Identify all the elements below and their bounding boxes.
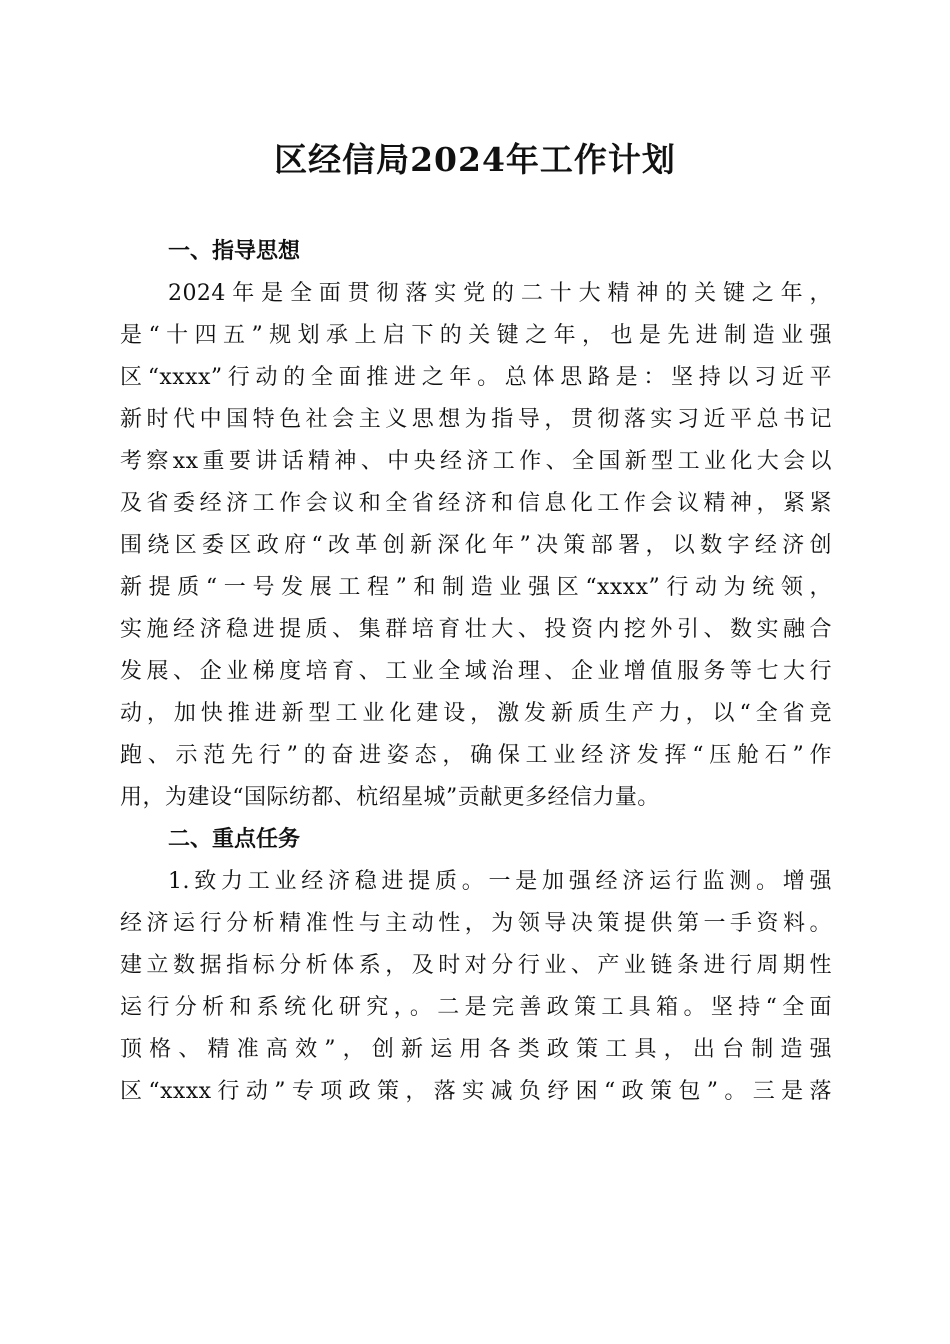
text-line: 实施经济稳进提质、集群培育壮大、投资内挖外引、数实融合 — [120, 617, 832, 642]
text-line: 考察xx重要讲话精神、中央经济工作、全国新型工业化大会以 — [120, 449, 832, 474]
text-line: 运行分析和系统化研究，。二是完善政策工具箱。坚持“全面 — [120, 995, 832, 1020]
text-line: 及省委经济工作会议和全省经济和信息化工作会议精神，紧紧 — [120, 491, 832, 516]
text-line: 区“xxxx行动”专项政策，落实减负纾困“政策包”。三是落 — [120, 1079, 832, 1104]
text-line: 围绕区委区政府“改革创新深化年”决策部署，以数字经济创 — [120, 533, 832, 558]
text-line: 经济运行分析精准性与主动性，为领导决策提供第一手资料。 — [120, 911, 832, 936]
section-heading-guiding-thought: 一、指导思想 — [168, 239, 301, 264]
text-line: 跑、示范先行”的奋进姿态，确保工业经济发挥“压舱石”作 — [120, 743, 832, 768]
text-line: 2024年是全面贯彻落实党的二十大精神的关键之年， — [168, 281, 832, 306]
text-line: 动，加快推进新型工业化建设，激发新质生产力，以“全省竞 — [120, 701, 832, 726]
text-line: 顶格、精准高效”，创新运用各类政策工具，出台制造强 — [120, 1037, 832, 1062]
text-line: 新提质“一号发展工程”和制造业强区“xxxx”行动为统领， — [120, 575, 832, 600]
document-body — [120, 231, 832, 1113]
paragraph-guiding-thought — [120, 273, 832, 819]
text-line: 建立数据指标分析体系，及时对分行业、产业链条进行周期性 — [120, 953, 832, 978]
section-heading-key-tasks: 二、重点任务 — [168, 827, 301, 852]
text-line: 是“十四五”规划承上启下的关键之年，也是先进制造业强 — [120, 323, 832, 348]
document-title: 区经信局2024年工作计划 — [274, 140, 676, 179]
text-line: 用，为建设“国际纺都、杭绍星城”贡献更多经信力量。 — [120, 785, 660, 810]
text-line: 区“xxxx”行动的全面推进之年。总体思路是：坚持以习近平 — [120, 365, 832, 390]
text-line: 发展、企业梯度培育、工业全域治理、企业增值服务等七大行 — [120, 659, 832, 684]
paragraph-key-tasks — [120, 861, 832, 1113]
text-line: 1.致力工业经济稳进提质。一是加强经济运行监测。增强 — [168, 869, 832, 894]
text-line: 新时代中国特色社会主义思想为指导，贯彻落实习近平总书记 — [120, 407, 832, 432]
